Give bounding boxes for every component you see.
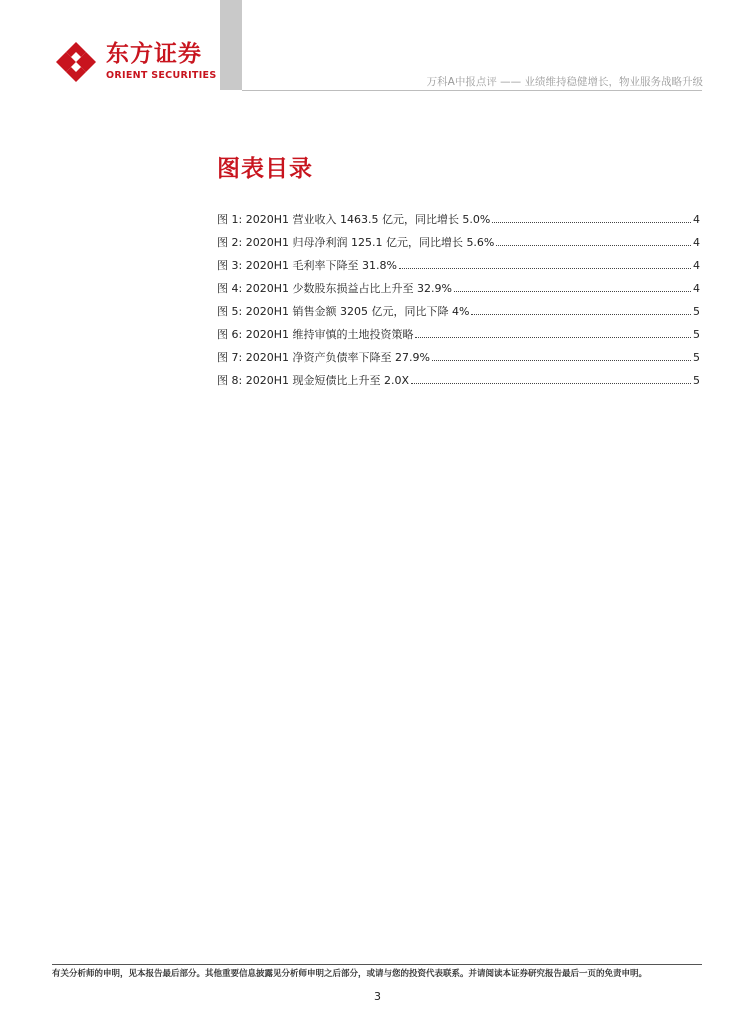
toc-item[interactable] [217, 234, 700, 257]
toc-leader-dots [432, 360, 691, 361]
page-number: 3 [374, 990, 381, 1003]
toc-item[interactable] [217, 326, 700, 349]
toc-item[interactable] [217, 211, 700, 234]
toc-item-label: 图 2: 2020H1 归母净利润 125.1 亿元，同比增长 5.6% [217, 236, 495, 249]
company-logo [54, 40, 217, 88]
report-header-title: 万科A中报点评 —— 业绩维持稳健增长，物业服务战略升级 [426, 76, 703, 88]
toc-title: 图表目录 [217, 156, 313, 182]
toc-list [217, 211, 700, 395]
toc-item-page: 4 [693, 259, 700, 272]
toc-leader-dots [411, 383, 691, 384]
toc-item-label: 图 7: 2020H1 净资产负债率下降至 27.9% [217, 351, 430, 364]
toc-item-label: 图 5: 2020H1 销售金额 3205 亿元，同比下降 4% [217, 305, 470, 318]
toc-item-page: 4 [693, 213, 700, 226]
diamond-logo-icon [54, 40, 98, 84]
toc-item-label: 图 1: 2020H1 营业收入 1463.5 亿元，同比增长 5.0% [217, 213, 491, 226]
toc-leader-dots [415, 337, 691, 338]
toc-item-page: 4 [693, 282, 700, 295]
header-accent-bar [220, 0, 242, 90]
toc-item[interactable] [217, 280, 700, 303]
toc-item-page: 5 [693, 328, 700, 341]
toc-item[interactable] [217, 349, 700, 372]
toc-leader-dots [471, 314, 691, 315]
toc-leader-dots [399, 268, 691, 269]
toc-item-page: 5 [693, 305, 700, 318]
toc-item-label: 图 3: 2020H1 毛利率下降至 31.8% [217, 259, 397, 272]
toc-item[interactable] [217, 372, 700, 395]
brand-name-en: ORIENT SECURITIES [106, 70, 217, 81]
footer-disclaimer: 有关分析师的申明，见本报告最后部分。其他重要信息披露见分析师申明之后部分，或请与您的投资代表联系。并请阅读本证券研究报告最后一页的免责申明。 [52, 969, 648, 979]
toc-item-label: 图 6: 2020H1 维持审慎的土地投资策略 [217, 328, 414, 341]
toc-leader-dots [454, 291, 691, 292]
toc-item-page: 4 [693, 236, 700, 249]
toc-item[interactable] [217, 303, 700, 326]
toc-item-page: 5 [693, 374, 700, 387]
toc-item[interactable] [217, 257, 700, 280]
toc-leader-dots [496, 245, 691, 246]
toc-item-label: 图 4: 2020H1 少数股东损益占比上升至 32.9% [217, 282, 452, 295]
footer-divider [52, 964, 702, 965]
toc-item-label: 图 8: 2020H1 现金短债比上升至 2.0X [217, 374, 409, 387]
brand-name-cn: 东方证券 [106, 41, 202, 67]
header-divider [242, 90, 702, 91]
toc-leader-dots [492, 222, 691, 223]
toc-item-page: 5 [693, 351, 700, 364]
